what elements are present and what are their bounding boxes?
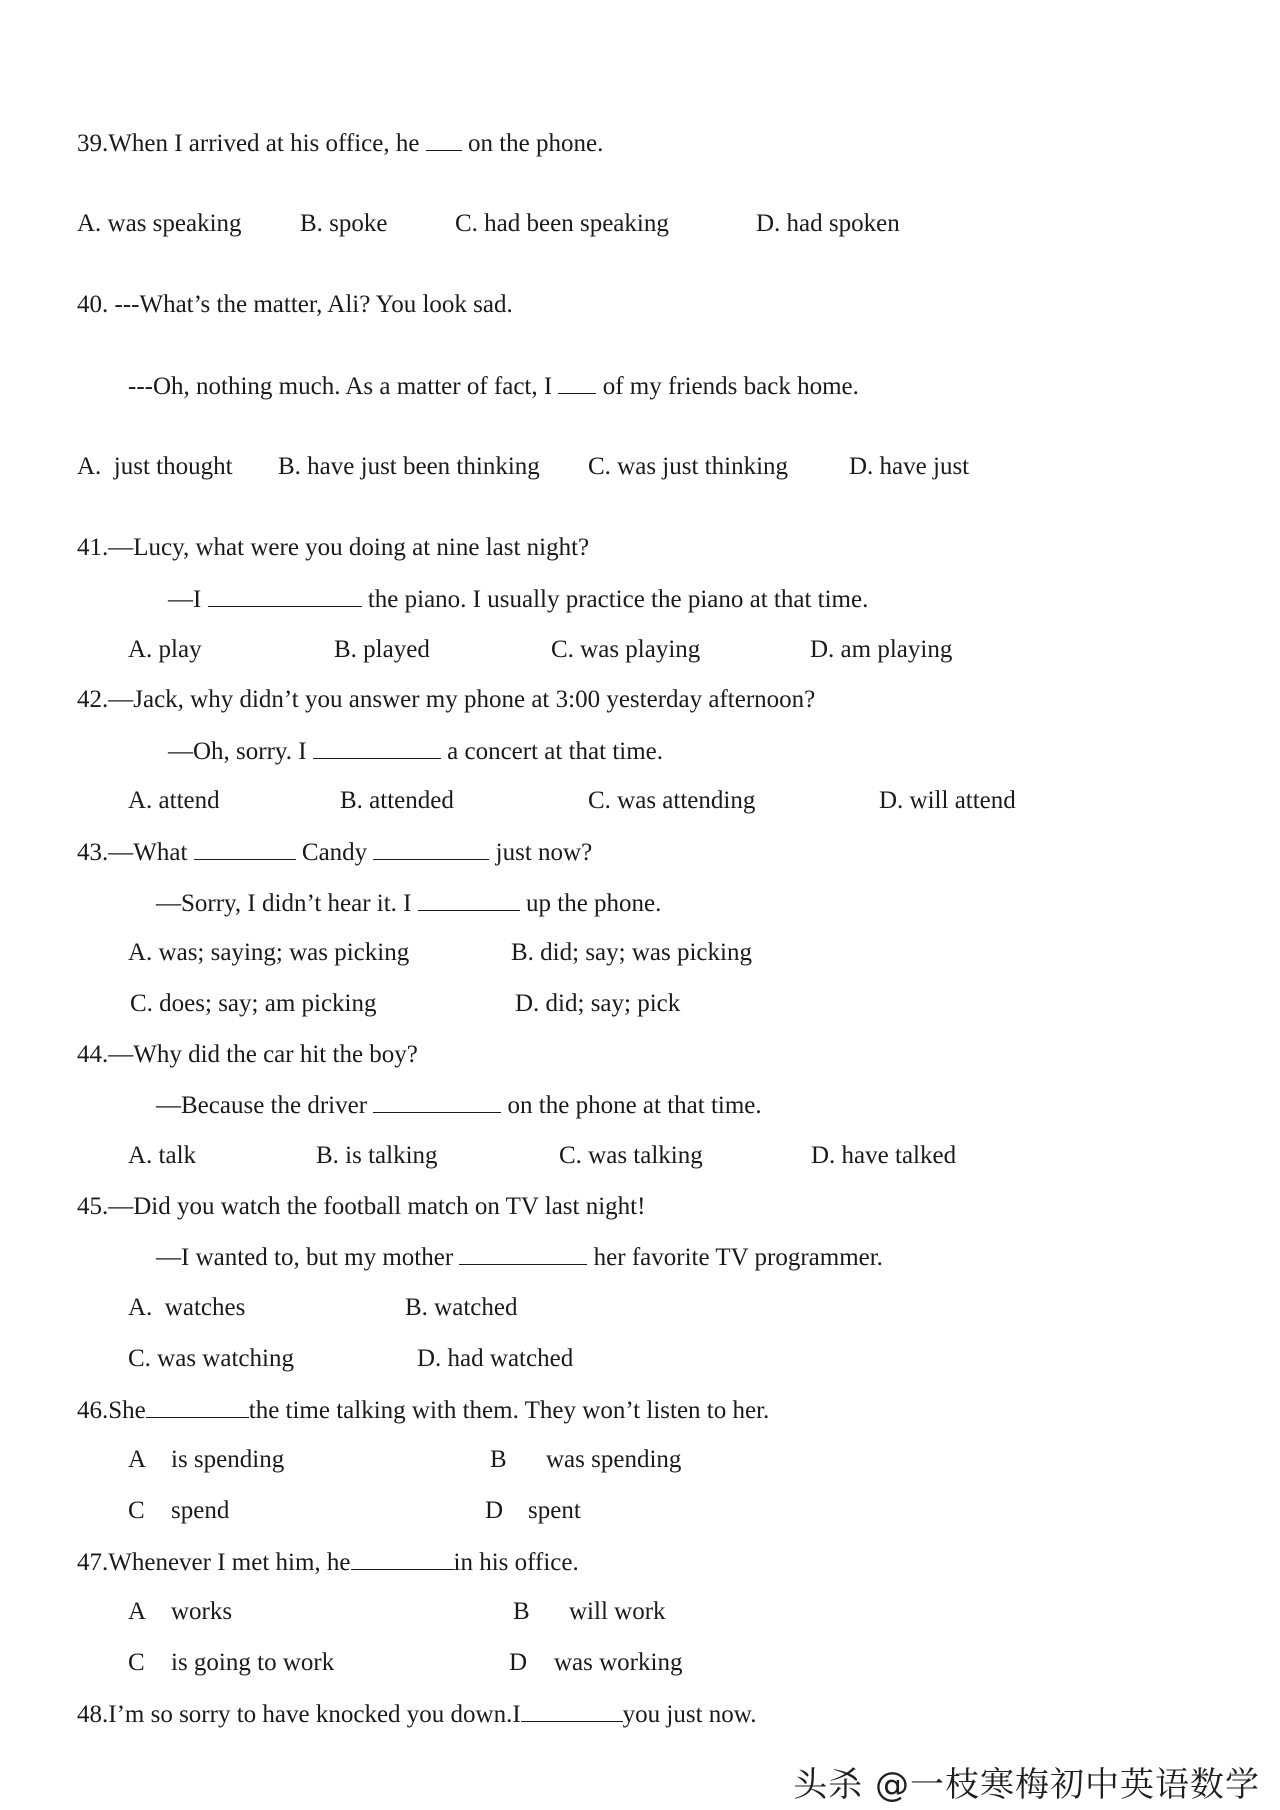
q47-option-a-letter: A xyxy=(128,1598,147,1625)
q41-option-b: B. played xyxy=(334,636,430,663)
q42-option-a: A. attend xyxy=(128,787,220,814)
q41-option-c: C. was playing xyxy=(551,636,701,663)
q47-option-b: will work xyxy=(569,1598,666,1625)
answer-blank xyxy=(146,1395,249,1418)
question-44-reply: —Because the driver on the phone at that time. xyxy=(156,1092,762,1119)
q47-option-b-letter: B xyxy=(513,1598,530,1625)
q46-option-a-letter: A xyxy=(128,1446,147,1473)
q41-option-a: A. play xyxy=(128,636,202,663)
question-43-reply: —Sorry, I didn’t hear it. I up the phone. xyxy=(156,890,662,917)
q47-option-c: is going to work xyxy=(171,1649,335,1676)
q46-option-c: spend xyxy=(171,1497,230,1524)
q39-option-a: A. was speaking xyxy=(77,210,242,237)
answer-blank xyxy=(459,1242,587,1265)
q46-option-d-letter: D xyxy=(485,1497,504,1524)
q42-option-d: D. will attend xyxy=(879,787,1016,814)
question-43-stem: 43.—What Candy just now? xyxy=(77,839,593,866)
question-46-stem: 46.She the time talking with them. They won’t listen to her. xyxy=(77,1397,770,1424)
q46-option-d: spent xyxy=(528,1497,581,1524)
question-47-stem: 47.Whenever I met him, he in his office. xyxy=(77,1549,579,1576)
question-44-stem: 44.—Why did the car hit the boy? xyxy=(77,1041,418,1068)
q44-option-a: A. talk xyxy=(128,1142,197,1169)
q46-option-a: is spending xyxy=(171,1446,285,1473)
q40-option-a: A. just thought xyxy=(77,453,233,480)
q40-option-d: D. have just xyxy=(849,453,970,480)
question-41-reply: —I the piano. I usually practice the piano at that time. xyxy=(168,586,869,613)
q45-option-c: C. was watching xyxy=(128,1345,294,1372)
q44-option-d: D. have talked xyxy=(811,1142,957,1169)
question-45-reply: —I wanted to, but my mother her favorite TV programmer. xyxy=(156,1244,883,1271)
q44-option-c: C. was talking xyxy=(559,1142,703,1169)
q43-option-b: B. did; say; was picking xyxy=(511,939,752,966)
q46-option-c-letter: C xyxy=(128,1497,145,1524)
q44-option-b: B. is talking xyxy=(316,1142,438,1169)
question-40-stem: 40. ---What’s the matter, Ali? You look sad. xyxy=(77,291,513,318)
q39-option-b: B. spoke xyxy=(300,210,388,237)
q47-option-d-letter: D xyxy=(509,1649,528,1676)
question-48-stem: 48.I’m so sorry to have knocked you down.I you just now. xyxy=(77,1701,757,1728)
answer-blank xyxy=(426,128,462,151)
q47-option-a: works xyxy=(171,1598,233,1625)
author-watermark: 头杀 @一枝寒梅初中英语数学 xyxy=(793,1765,1260,1805)
q47-option-d: was working xyxy=(554,1649,683,1676)
question-39-stem: 39.When I arrived at his office, he on the phone. xyxy=(77,130,604,157)
q40-option-b: B. have just been thinking xyxy=(278,453,540,480)
q42-option-b: B. attended xyxy=(340,787,454,814)
answer-blank xyxy=(313,736,441,759)
question-41-stem: 41.—Lucy, what were you doing at nine last night? xyxy=(77,534,590,561)
answer-blank xyxy=(521,1699,623,1722)
answer-blank xyxy=(194,837,296,860)
q43-option-d: D. did; say; pick xyxy=(515,990,681,1017)
q39-option-c: C. had been speaking xyxy=(455,210,669,237)
q45-option-b: B. watched xyxy=(405,1294,518,1321)
q42-option-c: C. was attending xyxy=(588,787,756,814)
answer-blank xyxy=(418,888,520,911)
question-40-reply: ---Oh, nothing much. As a matter of fact, I of my friends back home. xyxy=(128,373,859,400)
question-45-stem: 45.—Did you watch the football match on TV last night! xyxy=(77,1193,646,1220)
q41-option-d: D. am playing xyxy=(810,636,953,663)
q40-option-c: C. was just thinking xyxy=(588,453,789,480)
q43-option-a: A. was; saying; was picking xyxy=(128,939,410,966)
answer-blank xyxy=(373,1090,501,1113)
q45-option-a: A. watches xyxy=(128,1294,246,1321)
answer-blank xyxy=(208,584,362,607)
q45-option-d: D. had watched xyxy=(417,1345,574,1372)
q43-option-c: C. does; say; am picking xyxy=(130,990,377,1017)
answer-blank xyxy=(351,1547,454,1570)
q46-option-b-letter: B xyxy=(490,1446,507,1473)
q39-option-d: D. had spoken xyxy=(756,210,900,237)
q46-option-b: was spending xyxy=(546,1446,682,1473)
question-42-stem: 42.—Jack, why didn’t you answer my phone at 3:00 yesterday afternoon? xyxy=(77,686,816,713)
q47-option-c-letter: C xyxy=(128,1649,145,1676)
answer-blank xyxy=(373,837,489,860)
question-42-reply: —Oh, sorry. I a concert at that time. xyxy=(168,738,664,765)
answer-blank xyxy=(558,371,596,394)
